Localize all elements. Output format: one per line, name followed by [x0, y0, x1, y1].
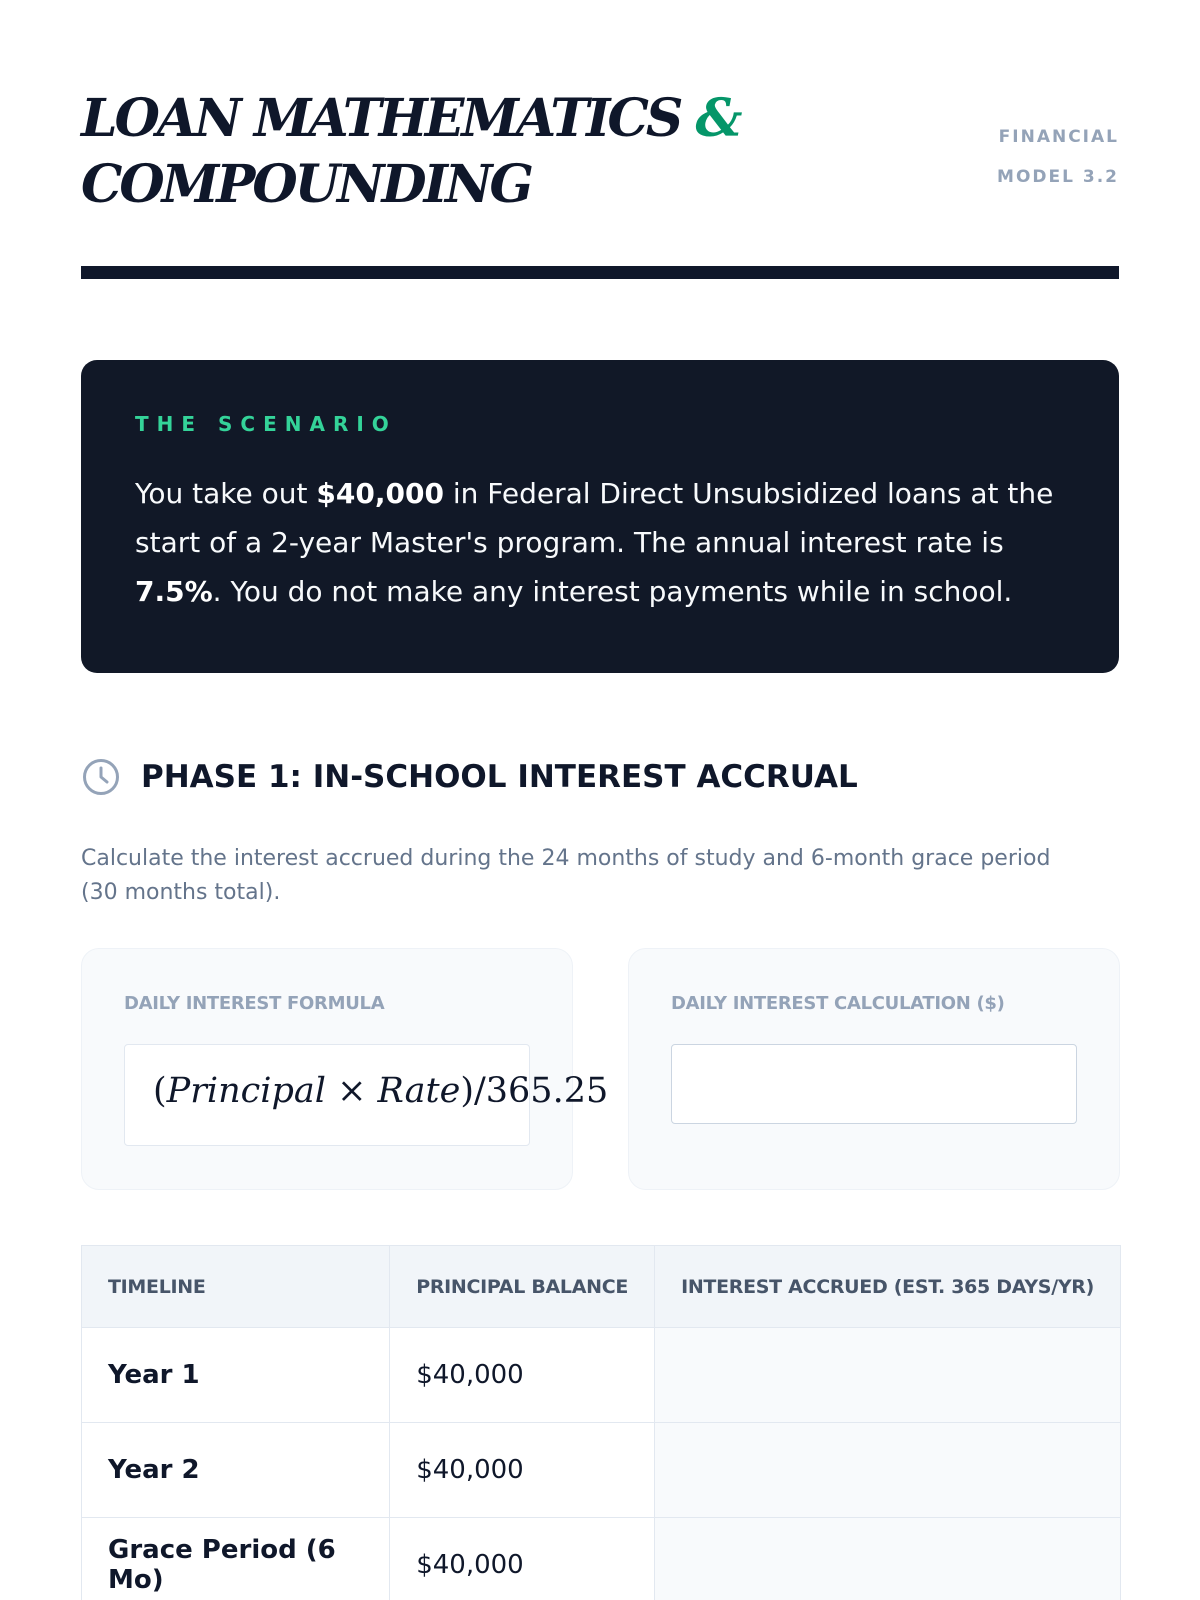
formula-close: )/365.25 [460, 1071, 609, 1111]
formula-rate: Rate [377, 1071, 461, 1111]
title-line-2: COMPOUNDING [81, 154, 531, 215]
daily-interest-formula [153, 1071, 608, 1111]
formula-card [81, 948, 609, 1190]
scenario-text [135, 469, 1065, 616]
formula-principal: Principal [166, 1071, 326, 1111]
timeline-cell: Year 1 [82, 1328, 390, 1423]
header-divider [81, 266, 1119, 279]
interest-cell[interactable] [655, 1328, 1121, 1423]
page-title [81, 86, 841, 218]
principal-cell: $40,000 [390, 1328, 655, 1423]
table-row [82, 1328, 1121, 1423]
accrual-table [81, 1245, 1121, 1600]
loan-amount: $40,000 [316, 477, 444, 510]
formula-box [124, 1044, 609, 1146]
phase-1-title: PHASE 1: IN-SCHOOL INTEREST ACCRUAL [141, 759, 858, 795]
formula-label: DAILY INTEREST FORMULA [124, 993, 385, 1014]
model-version [969, 117, 1119, 197]
title-ampersand: & [695, 88, 740, 149]
calculation-card [628, 948, 1120, 1190]
phase-1-description: Calculate the interest accrued during the 24 months of study and 6-month grace period (30 months total). [81, 846, 1051, 905]
scenario-text-1: You take out [135, 477, 317, 510]
title-line-1: LOAN MATHEMATICS [81, 88, 681, 149]
formula-times: × [325, 1071, 378, 1111]
table-row [82, 1518, 1121, 1600]
column-header-timeline: TIMELINE [82, 1246, 390, 1328]
timeline-cell: Year 2 [82, 1423, 390, 1518]
scenario-label: THE SCENARIO [135, 412, 397, 436]
interest-cell[interactable] [655, 1423, 1121, 1518]
principal-cell: $40,000 [390, 1518, 655, 1600]
interest-rate: 7.5% [135, 575, 213, 608]
scenario-text-3: . You do not make any interest payments while in school. [212, 575, 1013, 608]
scenario-card [81, 360, 1119, 673]
formula-open: ( [153, 1071, 167, 1111]
phase-1-heading [81, 757, 858, 797]
column-header-principal: PRINCIPAL BALANCE [390, 1246, 655, 1328]
interest-cell[interactable] [655, 1518, 1121, 1600]
version-line-2: MODEL 3.2 [997, 167, 1119, 187]
principal-cell: $40,000 [390, 1423, 655, 1518]
header [81, 0, 1119, 268]
calculation-label: DAILY INTEREST CALCULATION ($) [671, 993, 1005, 1014]
timeline-cell: Grace Period (6 Mo) [82, 1518, 390, 1600]
column-header-interest: INTEREST ACCRUED (EST. 365 DAYS/YR) [655, 1246, 1121, 1328]
table-row [82, 1423, 1121, 1518]
version-line-1: FINANCIAL [998, 127, 1119, 147]
table-header-row [82, 1246, 1121, 1328]
scenario-text-2: in Federal Direct Unsubsidized loans at the start of a 2-year Master's program. The annual interest rate is [135, 477, 1054, 559]
clock-icon [81, 757, 121, 797]
daily-interest-input[interactable] [671, 1044, 1077, 1124]
